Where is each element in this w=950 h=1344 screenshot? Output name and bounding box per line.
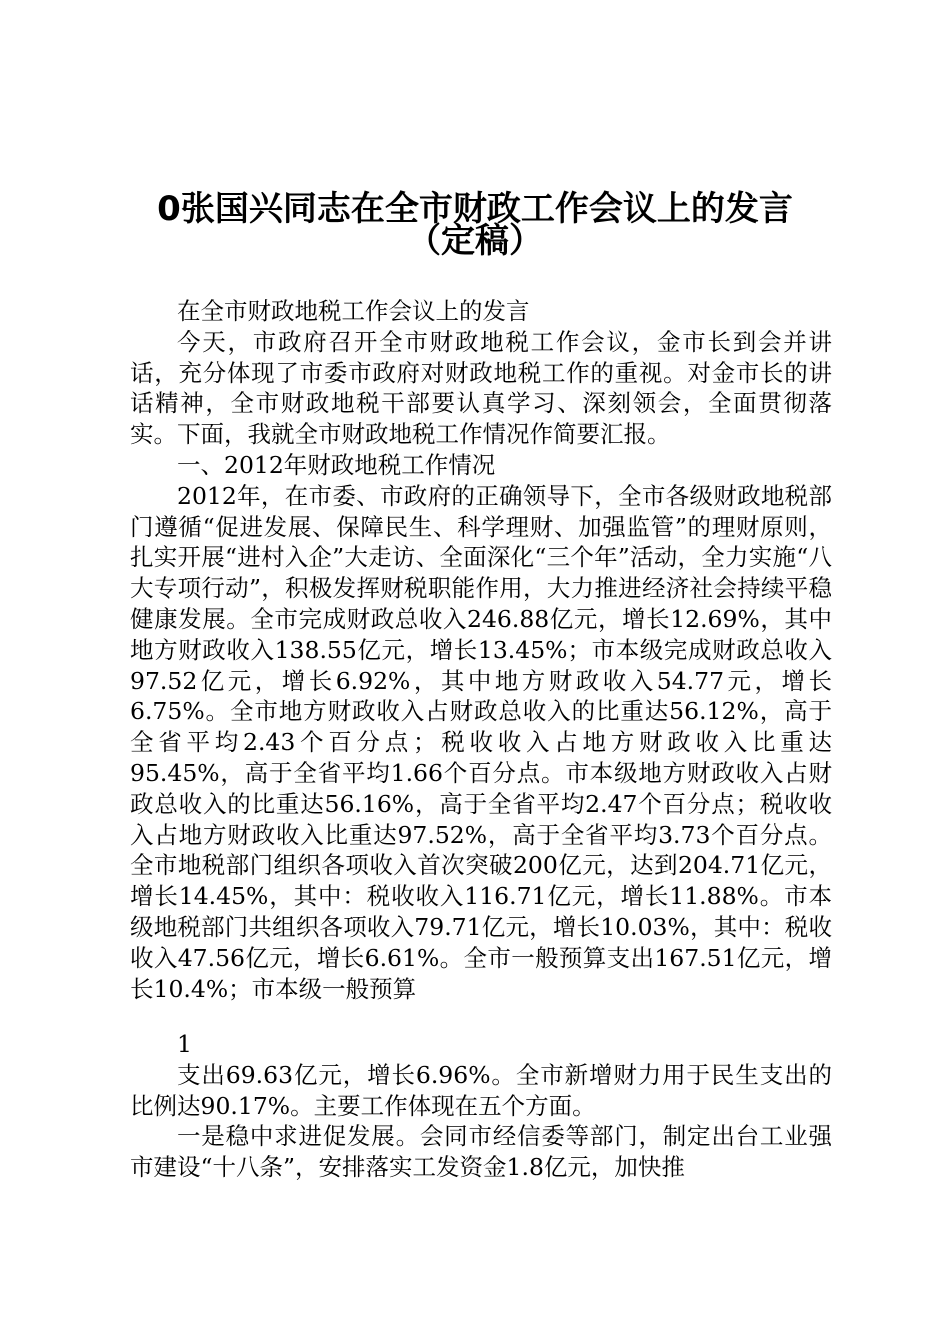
speech-heading: 在全市财政地税工作会议上的发言 xyxy=(177,297,530,325)
paragraph-continued: 支出69.63亿元，增长6.96%。全市新增财力用于民生支出的比例达90.17%。主要工作体现在五个方面。 xyxy=(130,1060,832,1120)
paragraph-summary: 2012年，在市委、市政府的正确领导下，全市各级财政地税部门遵循“促进发展、保障民生、科学理财、加强监管”的理财原则，扎实开展“进村入企”大走访、全面深化“三个年”活动，全力实施“八大专项行动”，积极发挥财税职能作用，大力推进经济社会持续平稳健康发展。全市完成财政总收入246.88亿元，增长12.69%，其中地方财政收入138.55亿元，增长13.45%；市本级完成财政总收入97.52亿元，增长6.92%，其中地方财政收入54.77元，增长6.75%。全市地方财政收入占财政总收入的比重达56.12%，高于全省平均2.43个百分点；税收收入占地方财政收入比重达95.45%，高于全省平均1.66个百分点。市本级地方财政收入占财政总收入的比重达56.16%，高于全省平均2.47个百分点；税收收入占地方财政收入比重达97.52%，高于全省平均3.73个百分点。全市地税部门组织各项收入首次突破200亿元，达到204.71亿元，增长14.45%，其中：税收收入116.71亿元，增长11.88%。市本级地税部门共组织各项收入79.71亿元，增长10.03%，其中：税收收入47.56亿元，增长6.61%。全市一般预算支出167.51亿元，增长10.4%；市本级一般预算 xyxy=(130,481,832,1003)
section-heading: 一、2012年财政地税工作情况 xyxy=(177,450,496,479)
document-title-suffix: （定稿） xyxy=(407,221,543,261)
page-number: 1 xyxy=(177,1030,192,1058)
paragraph-intro: 今天，市政府召开全市财政地税工作会议，金市长到会并讲话，充分体现了市委市政府对财政地税工作的重视。对金市长的讲话精神，全市财政地税干部要认真学习、深刻领会，全面贯彻落实。下面，我就全市财政地税工作情况作简要汇报。 xyxy=(130,327,832,449)
document-body xyxy=(130,296,832,1004)
document-title: 0张国兴同志在全市财政工作会议上的发言 xyxy=(157,189,793,229)
document-body-continued xyxy=(130,1029,832,1183)
paragraph-point-one: 一是稳中求进促发展。会同市经信委等部门，制定出台工业强市建设“十八条”，安排落实工发资金1.8亿元，加快推 xyxy=(130,1122,832,1182)
